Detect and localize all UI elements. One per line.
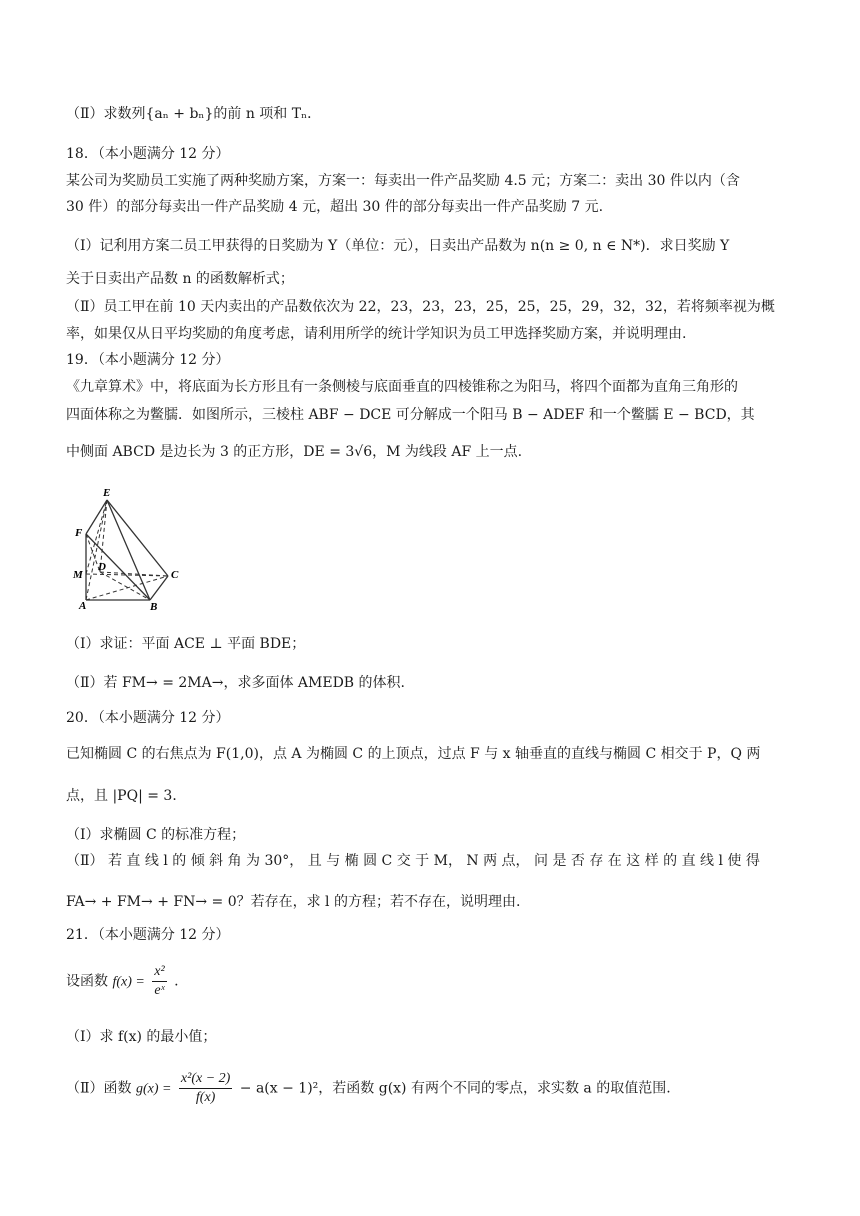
label-F: F xyxy=(75,527,83,539)
pyramid-figure xyxy=(70,484,190,612)
q19-text-3: 中侧面 ABCD 是边长为 3 的正方形，DE = 3√6，M 为线段 AF 上一点. xyxy=(66,444,523,460)
q21-def-denominator: eˣ xyxy=(154,983,165,998)
q18-text-1: 某公司为奖励员工实施了两种奖励方案，方案一：每卖出一件产品奖励 4.5 元；方案二：卖出 30 件以内（含 xyxy=(66,173,740,189)
q20-text-2: 点，且 |PQ| = 3． xyxy=(66,788,187,804)
q21-def-numerator: x² xyxy=(152,963,166,982)
q18-part2-line1: （Ⅱ）员工甲在前 10 天内卖出的产品数依次为 22，23，23，23，25，25，25，29，32，32，若将频率视为概 xyxy=(66,299,775,315)
q18-heading: 18．（本小题满分 12 分） xyxy=(66,146,230,162)
q18-part1-line2: 关于日卖出产品数 n 的函数解析式； xyxy=(66,271,294,287)
q21-def-suffix: . xyxy=(174,973,179,990)
q21-def-lhs: f(x) = xyxy=(112,974,145,990)
q21-p2-prefix: （Ⅱ）函数 xyxy=(66,1080,132,1097)
q20-heading: 20．（本小题满分 12 分） xyxy=(66,710,230,726)
q19-text-1: 《九章算术》中，将底面为长方形且有一条侧棱与底面垂直的四棱锥称之为阳马，将四个面都为直角三角形的 xyxy=(66,379,738,395)
q21-p2-fraction xyxy=(179,1070,232,1107)
label-C: C xyxy=(171,569,179,581)
q19-part1: （Ⅰ）求证：平面 ACE ⊥ 平面 BDE； xyxy=(66,636,306,652)
q21-def-prefix: 设函数 xyxy=(66,973,108,990)
q21-heading: 21．（本小题满分 12 分） xyxy=(66,927,230,943)
q21-definition xyxy=(66,963,179,1000)
q21-p2-rest: − a(x − 1)²，若函数 g(x) 有两个不同的零点，求实数 a 的取值范围. xyxy=(239,1080,671,1097)
q21-part1: （Ⅰ）求 f(x) 的最小值； xyxy=(66,1029,217,1045)
q19-heading: 19．（本小题满分 12 分） xyxy=(66,352,230,368)
q19-text-2: 四面体称之为鳖臑．如图所示，三棱柱 ABF − DCE 可分解成一个阳马 B − ADEF 和一个鳖臑 E − BCD，其 xyxy=(66,407,755,423)
q21-p2-numerator: x²(x − 2) xyxy=(179,1070,232,1089)
q20-part1: （Ⅰ）求椭圆 C 的标准方程； xyxy=(66,827,246,843)
label-M: M xyxy=(73,569,83,581)
label-E: E xyxy=(103,487,111,499)
label-B: B xyxy=(150,601,158,612)
q20-text-1: 已知椭圆 C 的右焦点为 F(1,0)，点 A 为椭圆 C 的上顶点，过点 F 与 x 轴垂直的直线与椭圆 C 相交于 P，Q 两 xyxy=(66,746,761,762)
q19-part2: （Ⅱ）若 FM→ = 2MA→，求多面体 AMEDB 的体积. xyxy=(66,675,405,691)
q20-part2-line2: FA→ + FM→ + FN→ = 0？若存在，求 l 的方程；若不存在，说明理由. xyxy=(66,894,521,910)
q17-part2: （Ⅱ）求数列{aₙ + bₙ}的前 n 项和 Tₙ． xyxy=(66,106,322,122)
q21-p2-lhs: g(x) = xyxy=(135,1081,172,1097)
label-D: D xyxy=(98,561,106,573)
q21-part2 xyxy=(66,1070,671,1107)
q21-def-fraction xyxy=(152,963,166,1000)
label-A: A xyxy=(79,600,87,612)
q18-part1-line1: （Ⅰ）记利用方案二员工甲获得的日奖励为 Y（单位：元），日卖出产品数为 n(n ≥ 0, n ∈ N*)．求日奖励 Y xyxy=(66,238,730,254)
q18-text-2: 30 件）的部分每卖出一件产品奖励 4 元，超出 30 件的部分每卖出一件产品奖励 7 元. xyxy=(66,199,604,215)
q18-part2-line2: 率，如果仅从日平均奖励的角度考虑，请利用所学的统计学知识为员工甲选择奖励方案，并说明理由. xyxy=(66,326,687,342)
q21-p2-denominator: f(x) xyxy=(195,1090,216,1105)
q20-part2-line1: （Ⅱ） 若 直 线 l 的 倾 斜 角 为 30°， 且 与 椭 圆 C 交 于 M， N 两 点， 问 是 否 存 在 这 样 的 直 线 l 使 得 xyxy=(66,853,760,869)
